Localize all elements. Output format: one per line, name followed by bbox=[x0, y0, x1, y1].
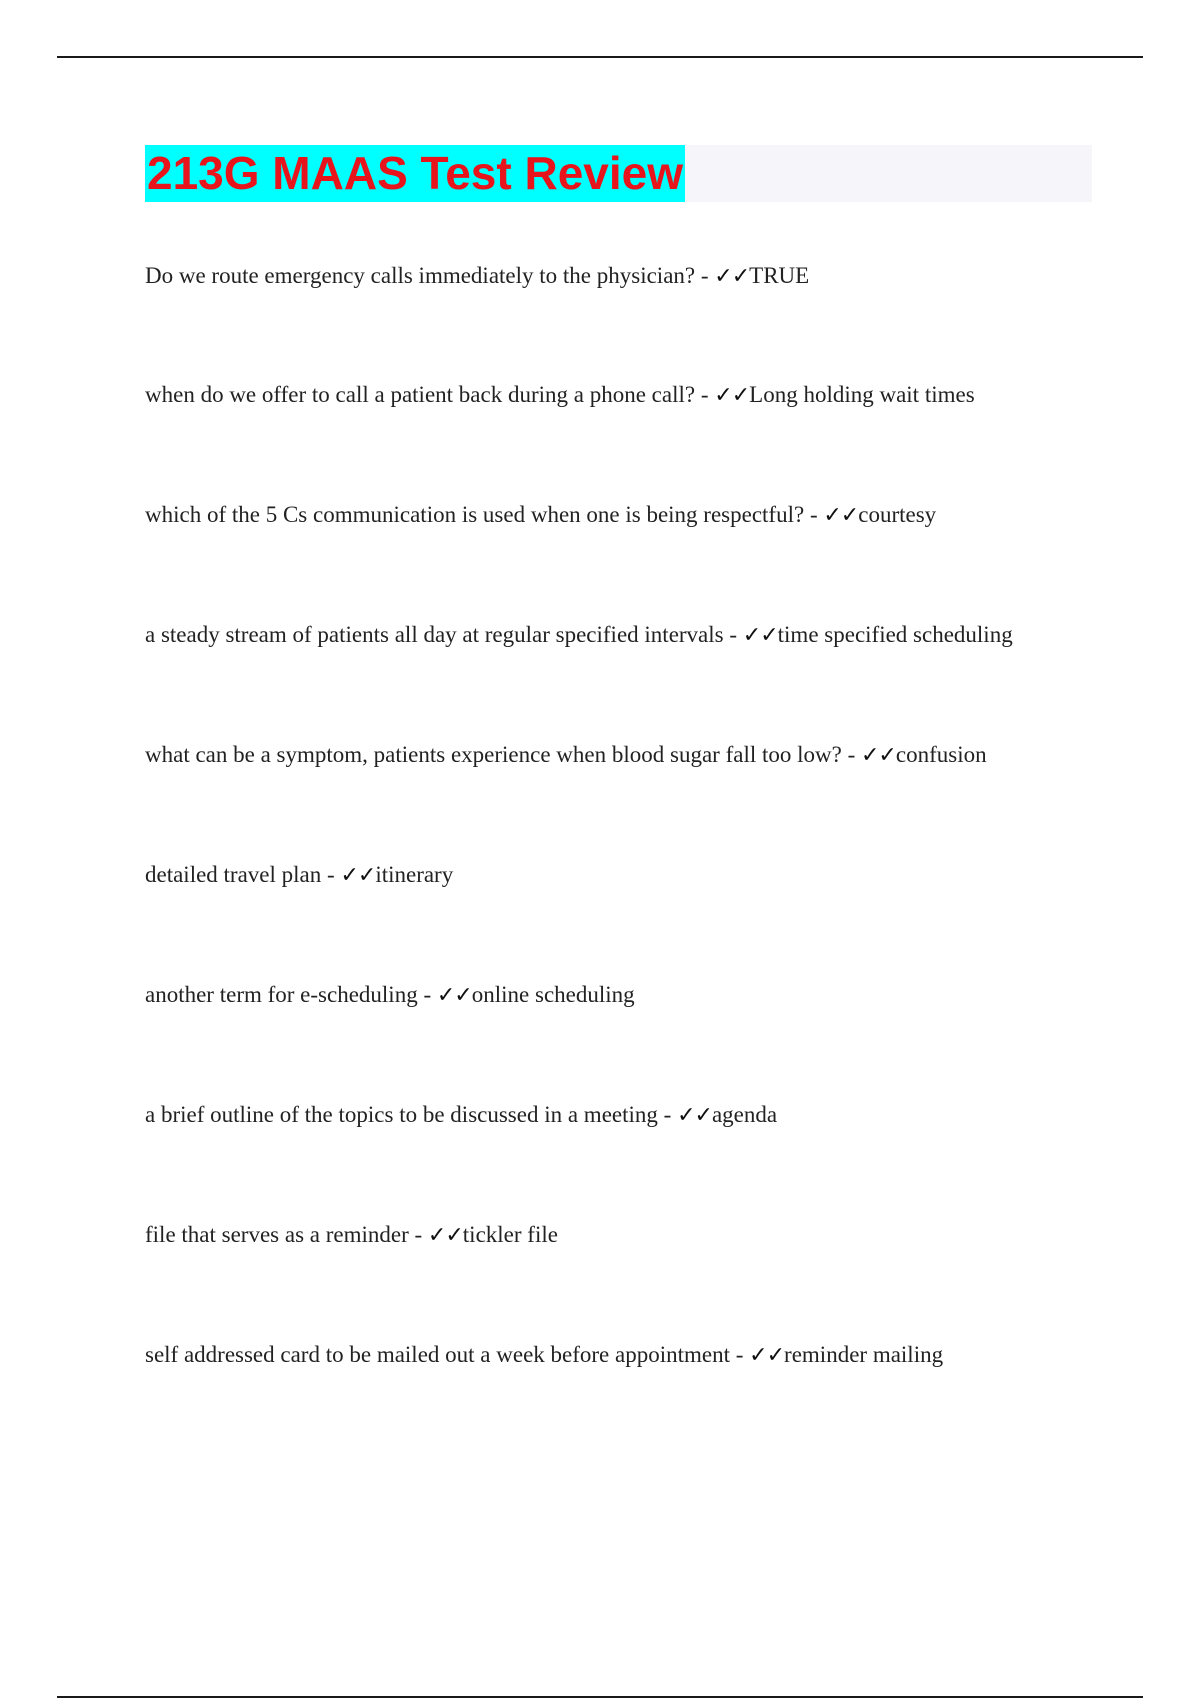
question-text: file that serves as a reminder bbox=[145, 1222, 409, 1247]
separator: - bbox=[730, 1342, 750, 1367]
answer-text: online scheduling bbox=[471, 982, 635, 1007]
separator: - bbox=[804, 502, 824, 527]
qa-item-9 bbox=[145, 1220, 558, 1251]
qa-item-6 bbox=[145, 860, 453, 891]
double-check-icon: ✓✓ bbox=[677, 1103, 712, 1128]
answer-text: TRUE bbox=[749, 263, 810, 288]
double-check-icon: ✓✓ bbox=[340, 863, 376, 888]
qa-item-7 bbox=[145, 980, 635, 1011]
separator: - bbox=[723, 622, 743, 647]
qa-item-4 bbox=[145, 620, 1013, 651]
separator: - bbox=[417, 982, 437, 1007]
double-check-icon: ✓✓ bbox=[714, 264, 750, 289]
top-rule bbox=[57, 56, 1143, 58]
separator: - bbox=[695, 263, 715, 288]
qa-item-1 bbox=[145, 261, 809, 292]
answer-text: agenda bbox=[711, 1102, 778, 1127]
bottom-rule bbox=[57, 1696, 1143, 1698]
double-check-icon: ✓✓ bbox=[436, 983, 472, 1008]
double-check-icon: ✓✓ bbox=[427, 1223, 463, 1248]
double-check-icon: ✓✓ bbox=[861, 743, 896, 768]
question-text: detailed travel plan bbox=[145, 862, 322, 887]
qa-item-8 bbox=[145, 1100, 777, 1131]
double-check-icon: ✓✓ bbox=[823, 503, 859, 528]
question-text: another term for e-scheduling bbox=[145, 982, 418, 1007]
separator: - bbox=[408, 1222, 428, 1247]
qa-item-2 bbox=[145, 380, 975, 411]
answer-text: Long holding wait times bbox=[749, 382, 975, 407]
separator: - bbox=[841, 742, 861, 767]
separator: - bbox=[695, 382, 715, 407]
answer-text: tickler file bbox=[462, 1222, 558, 1247]
answer-text: time specified scheduling bbox=[777, 622, 1013, 647]
question-text: a steady stream of patients all day at regular specified intervals bbox=[145, 622, 724, 647]
document-title: 213G MAAS Test Review bbox=[145, 145, 685, 202]
answer-text: confusion bbox=[895, 742, 987, 767]
question-text: Do we route emergency calls immediately to the physician? bbox=[145, 263, 696, 288]
qa-item-3 bbox=[145, 500, 936, 531]
double-check-icon: ✓✓ bbox=[749, 1343, 785, 1368]
separator: - bbox=[657, 1102, 678, 1127]
question-text: what can be a symptom, patients experience when blood sugar fall too low? bbox=[145, 742, 842, 767]
question-text: self addressed card to be mailed out a week before appointment bbox=[145, 1342, 730, 1367]
qa-item-5 bbox=[145, 740, 987, 771]
separator: - bbox=[321, 862, 341, 887]
question-text: which of the 5 Cs communication is used when one is being respectful? bbox=[145, 502, 805, 527]
answer-text: courtesy bbox=[858, 502, 937, 527]
answer-text: reminder mailing bbox=[784, 1342, 944, 1367]
answer-text: itinerary bbox=[375, 862, 454, 887]
double-check-icon: ✓✓ bbox=[714, 383, 750, 408]
double-check-icon: ✓✓ bbox=[742, 623, 778, 648]
question-text: when do we offer to call a patient back during a phone call? bbox=[145, 382, 696, 407]
question-text: a brief outline of the topics to be discussed in a meeting bbox=[145, 1102, 658, 1127]
qa-item-10 bbox=[145, 1340, 943, 1371]
